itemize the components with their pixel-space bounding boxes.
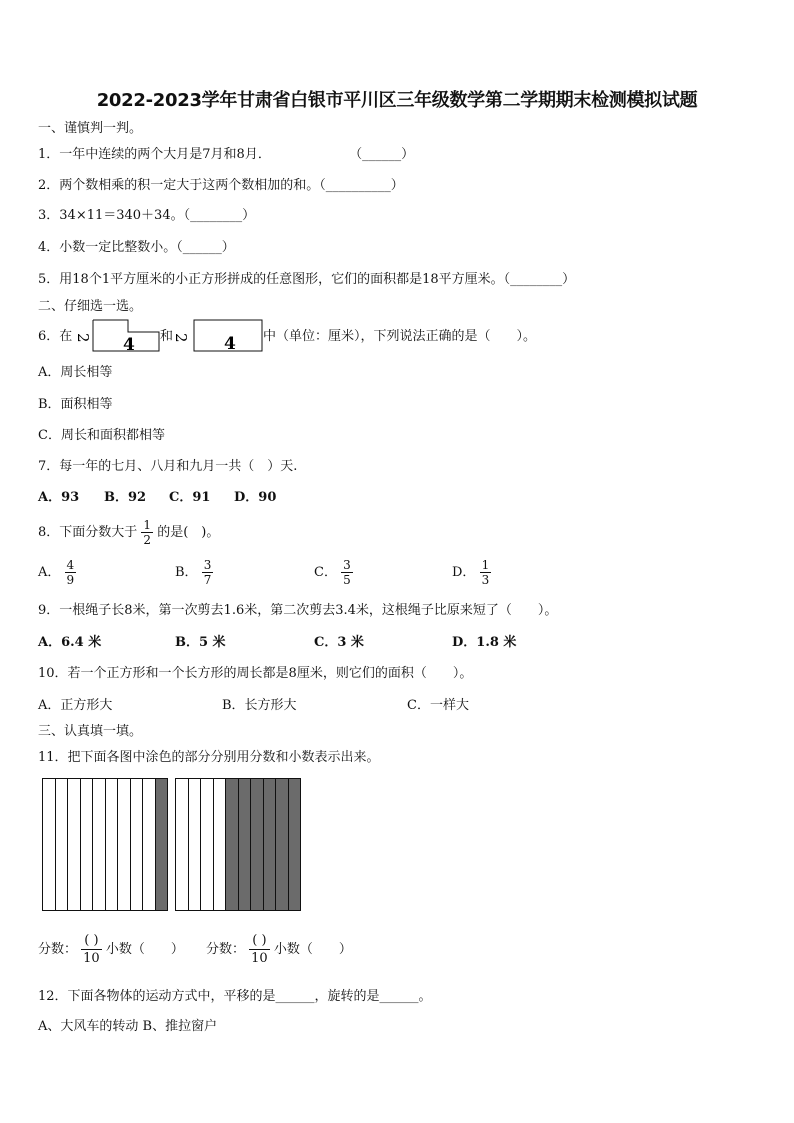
section-3-heading: 三、认真填一填。 xyxy=(38,724,143,739)
question-12-options: A、大风车的转动 B、推拉窗户 xyxy=(38,1019,218,1034)
question-6-option-a: A．周长相等 xyxy=(38,365,113,380)
l-shape-side-label: 2 xyxy=(74,333,92,343)
answer-numerator-blank: ( ) xyxy=(249,932,270,950)
question-3: 3．34×11＝340＋34。（________） xyxy=(38,208,256,223)
shaded-strip-cell xyxy=(251,779,264,910)
question-6-and: 和 xyxy=(160,329,174,344)
question-9-option-c: C．3 米 xyxy=(314,635,364,650)
question-6-text: 中（单位：厘米），下列说法正确的是（ ）。 xyxy=(263,329,537,344)
strip-cell xyxy=(131,779,144,910)
question-10: 10．若一个正方形和一个长方形的周长都是8厘米，则它们的面积（ ）。 xyxy=(38,666,473,681)
rectangle-side-label: 2 xyxy=(172,333,190,343)
option-denominator: 3 xyxy=(481,573,490,587)
fraction-strip-1 xyxy=(42,778,168,911)
shaded-strip-cell xyxy=(226,779,239,910)
fraction-strip-2 xyxy=(175,778,301,911)
strip-cell xyxy=(93,779,106,910)
question-8-option-b xyxy=(175,556,213,590)
question-11: 11．把下面各图中涂色的部分分别用分数和小数表示出来。 xyxy=(38,750,380,765)
question-8 xyxy=(38,518,219,548)
shaded-strip-cell xyxy=(289,779,301,910)
answer-label: 分数： xyxy=(206,942,246,957)
option-denominator: 5 xyxy=(343,573,351,587)
strip-cell xyxy=(68,779,81,910)
question-9: 9．一根绳子长8米，第一次剪去1.6米，第二次剪去3.4米，这根绳子比原来短了（ ）。 xyxy=(38,603,558,618)
l-shape-figure xyxy=(74,318,174,355)
question-8-prefix: 8．下面分数大于 xyxy=(38,525,138,540)
section-2-heading: 二、仔细选一选。 xyxy=(38,299,143,314)
question-11-answer-1 xyxy=(38,930,184,970)
question-12: 12．下面各物体的运动方式中，平移的是______，旋转的是______。 xyxy=(38,989,432,1004)
question-6-prefix: 6．在 xyxy=(38,329,73,344)
shaded-strip-cell xyxy=(156,779,168,910)
question-4: 4．小数一定比整数小。（______） xyxy=(38,240,235,255)
option-numerator: 3 xyxy=(343,558,351,572)
option-numerator: 4 xyxy=(66,558,75,572)
question-6-option-c: C．周长和面积都相等 xyxy=(38,428,165,443)
question-9-option-d: D．1.8 米 xyxy=(452,635,517,650)
question-7-option-a: A．93 xyxy=(38,490,80,505)
question-8-suffix: 的是( )。 xyxy=(157,525,220,540)
strip-cell xyxy=(43,779,56,910)
question-8-option-d xyxy=(452,556,491,590)
l-shape-bottom-label: 4 xyxy=(123,335,135,355)
answer-decimal-blank: 小数（ ） xyxy=(273,942,352,957)
shaded-strip-cell xyxy=(239,779,252,910)
question-8-fraction-numerator: 1 xyxy=(143,518,152,532)
question-1 xyxy=(38,147,414,163)
option-numerator: 3 xyxy=(203,558,212,572)
option-label: D． xyxy=(452,565,476,580)
question-6-option-b: B．面积相等 xyxy=(38,397,113,412)
question-2: 2．两个数相乘的积一定大于这两个数相加的和。（__________） xyxy=(38,178,404,193)
strip-cell xyxy=(56,779,69,910)
rectangle-bottom-label: 4 xyxy=(224,334,236,354)
question-7-option-d: D．90 xyxy=(234,490,277,505)
question-1-answer-blank: （______） xyxy=(349,147,415,162)
question-8-fraction xyxy=(141,518,153,547)
option-denominator: 7 xyxy=(203,573,212,587)
answer-denominator: 10 xyxy=(251,951,268,966)
strip-cell xyxy=(176,779,189,910)
shaded-strip-cell xyxy=(276,779,289,910)
question-8-option-c xyxy=(314,556,353,590)
question-1-text: 1．一年中连续的两个大月是7月和8月． xyxy=(38,147,271,162)
option-label: C． xyxy=(314,565,337,580)
question-11-answer-2 xyxy=(206,930,352,970)
option-label: A． xyxy=(38,565,61,580)
question-10-option-a: A．正方形大 xyxy=(38,698,113,713)
question-7-option-c: C．91 xyxy=(169,490,211,505)
answer-decimal-blank: 小数（ ） xyxy=(105,942,184,957)
section-1-heading: 一、谨慎判一判。 xyxy=(38,121,143,136)
exam-title: 2022-2023学年甘肃省白银市平川区三年级数学第二学期期末检测模拟试题 xyxy=(96,90,698,111)
question-7-option-b: B．92 xyxy=(104,490,147,505)
strip-cell xyxy=(214,779,227,910)
strip-cell xyxy=(189,779,202,910)
answer-label: 分数： xyxy=(38,942,78,957)
question-10-option-c: C．一样大 xyxy=(407,698,469,713)
rectangle-figure xyxy=(174,318,266,354)
question-5: 5．用18个1平方厘米的小正方形拼成的任意图形，它们的面积都是18平方厘米。（________） xyxy=(38,272,576,287)
question-9-option-b: B．5 米 xyxy=(175,635,226,650)
strip-cell xyxy=(143,779,156,910)
answer-denominator: 10 xyxy=(83,951,100,966)
option-label: B． xyxy=(175,565,198,580)
question-9-option-a: A．6.4 米 xyxy=(38,635,102,650)
strip-cell xyxy=(201,779,214,910)
option-denominator: 9 xyxy=(66,573,75,587)
question-8-option-a xyxy=(38,556,76,590)
option-numerator: 1 xyxy=(481,558,490,572)
question-7: 7．每一年的七月、八月和九月一共（ ）天. xyxy=(38,459,298,474)
answer-numerator-blank: ( ) xyxy=(81,932,102,950)
shaded-strip-cell xyxy=(264,779,277,910)
question-10-option-b: B．长方形大 xyxy=(222,698,297,713)
strip-cell xyxy=(118,779,131,910)
strip-cell xyxy=(81,779,94,910)
question-8-fraction-denominator: 2 xyxy=(143,533,152,547)
strip-cell xyxy=(106,779,119,910)
